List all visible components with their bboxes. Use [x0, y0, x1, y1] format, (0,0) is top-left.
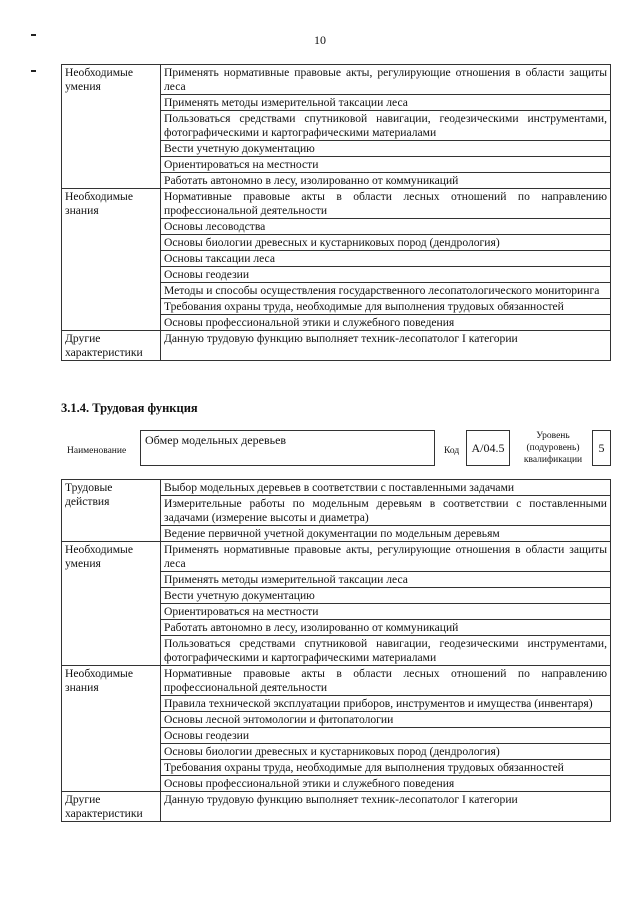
row-item: Вести учетную документацию	[161, 588, 611, 604]
table-row	[62, 792, 611, 822]
function-code-field: A/04.5	[466, 430, 510, 466]
page-number: 10	[314, 33, 326, 47]
row-item: Ориентироваться на местности	[161, 604, 611, 620]
row-item: Требования охраны труда, необходимые для выполнения трудовых обязанностей	[161, 760, 611, 776]
row-item: Измерительные работы по модельным деревьям в соответствии с поставленными задачами (измерение высоты и диаметра)	[161, 496, 611, 526]
row-item: Основы профессиональной этики и служебного поведения	[161, 315, 611, 331]
row-label: Трудовые действия	[62, 480, 161, 542]
table-row	[62, 189, 611, 219]
level-label: Уровень (подуровень) квалификации	[523, 431, 583, 465]
row-item: Основы таксации леса	[161, 251, 611, 267]
row-label: Необходимые знания	[62, 189, 161, 331]
row-label: Необходимые умения	[62, 65, 161, 189]
row-item: Вести учетную документацию	[161, 141, 611, 157]
table-row	[62, 65, 611, 95]
row-label: Необходимые умения	[62, 542, 161, 666]
function-name-field: Обмер модельных деревьев	[140, 430, 435, 466]
row-item: Пользоваться средствами спутниковой навигации, геодезическими инструментами, фотографическими и картографическими материалами	[161, 111, 611, 141]
row-item: Работать автономно в лесу, изолированно от коммуникаций	[161, 620, 611, 636]
row-item: Применять нормативные правовые акты, регулирующие отношения в области защиты леса	[161, 542, 611, 572]
table-row	[62, 331, 611, 361]
row-label: Другие характеристики	[62, 792, 161, 822]
row-item: Основы лесной энтомологии и фитопатологии	[161, 712, 611, 728]
row-label: Другие характеристики	[62, 331, 161, 361]
row-item: Методы и способы осуществления государственного лесопатологического мониторинга	[161, 283, 611, 299]
table-row	[62, 480, 611, 496]
row-item: Применять методы измерительной таксации леса	[161, 572, 611, 588]
code-label: Код	[444, 446, 460, 456]
row-item: Применять нормативные правовые акты, регулирующие отношения в области защиты леса	[161, 65, 611, 95]
margin-mark	[31, 70, 36, 72]
row-item: Ведение первичной учетной документации по модельным деревьям	[161, 526, 611, 542]
row-item: Основы профессиональной этики и служебного поведения	[161, 776, 611, 792]
name-label: Наименование	[67, 446, 127, 456]
row-item: Требования охраны труда, необходимые для выполнения трудовых обязанностей	[161, 299, 611, 315]
row-item: Ориентироваться на местности	[161, 157, 611, 173]
section-title: 3.1.4. Трудовая функция	[61, 401, 198, 415]
row-item: Выбор модельных деревьев в соответствии с поставленными задачами	[161, 480, 611, 496]
row-item: Основы биологии древесных и кустарниковых пород (дендрология)	[161, 235, 611, 251]
row-item: Нормативные правовые акты в области лесных отношений по направлению профессиональной деятельности	[161, 189, 611, 219]
table-row	[62, 542, 611, 572]
competency-table-top	[61, 64, 611, 361]
row-item: Пользоваться средствами спутниковой навигации, геодезическими инструментами, фотографическими и картографическими материалами	[161, 636, 611, 666]
row-item: Основы лесоводства	[161, 219, 611, 235]
row-item: Данную трудовую функцию выполняет техник-лесопатолог I категории	[161, 792, 611, 822]
table-row	[62, 666, 611, 696]
row-item: Правила технической эксплуатации приборов, инструментов и имущества (инвентаря)	[161, 696, 611, 712]
row-item: Данную трудовую функцию выполняет техник-лесопатолог I категории	[161, 331, 611, 361]
margin-mark	[31, 34, 36, 36]
row-item: Основы биологии древесных и кустарниковых пород (дендрология)	[161, 744, 611, 760]
level-field: 5	[592, 430, 611, 466]
row-item: Основы геодезии	[161, 267, 611, 283]
row-item: Применять методы измерительной таксации леса	[161, 95, 611, 111]
row-item: Основы геодезии	[161, 728, 611, 744]
row-label: Необходимые знания	[62, 666, 161, 792]
row-item: Нормативные правовые акты в области лесных отношений по направлению профессиональной деятельности	[161, 666, 611, 696]
competency-table-bottom	[61, 479, 611, 822]
row-item: Работать автономно в лесу, изолированно от коммуникаций	[161, 173, 611, 189]
